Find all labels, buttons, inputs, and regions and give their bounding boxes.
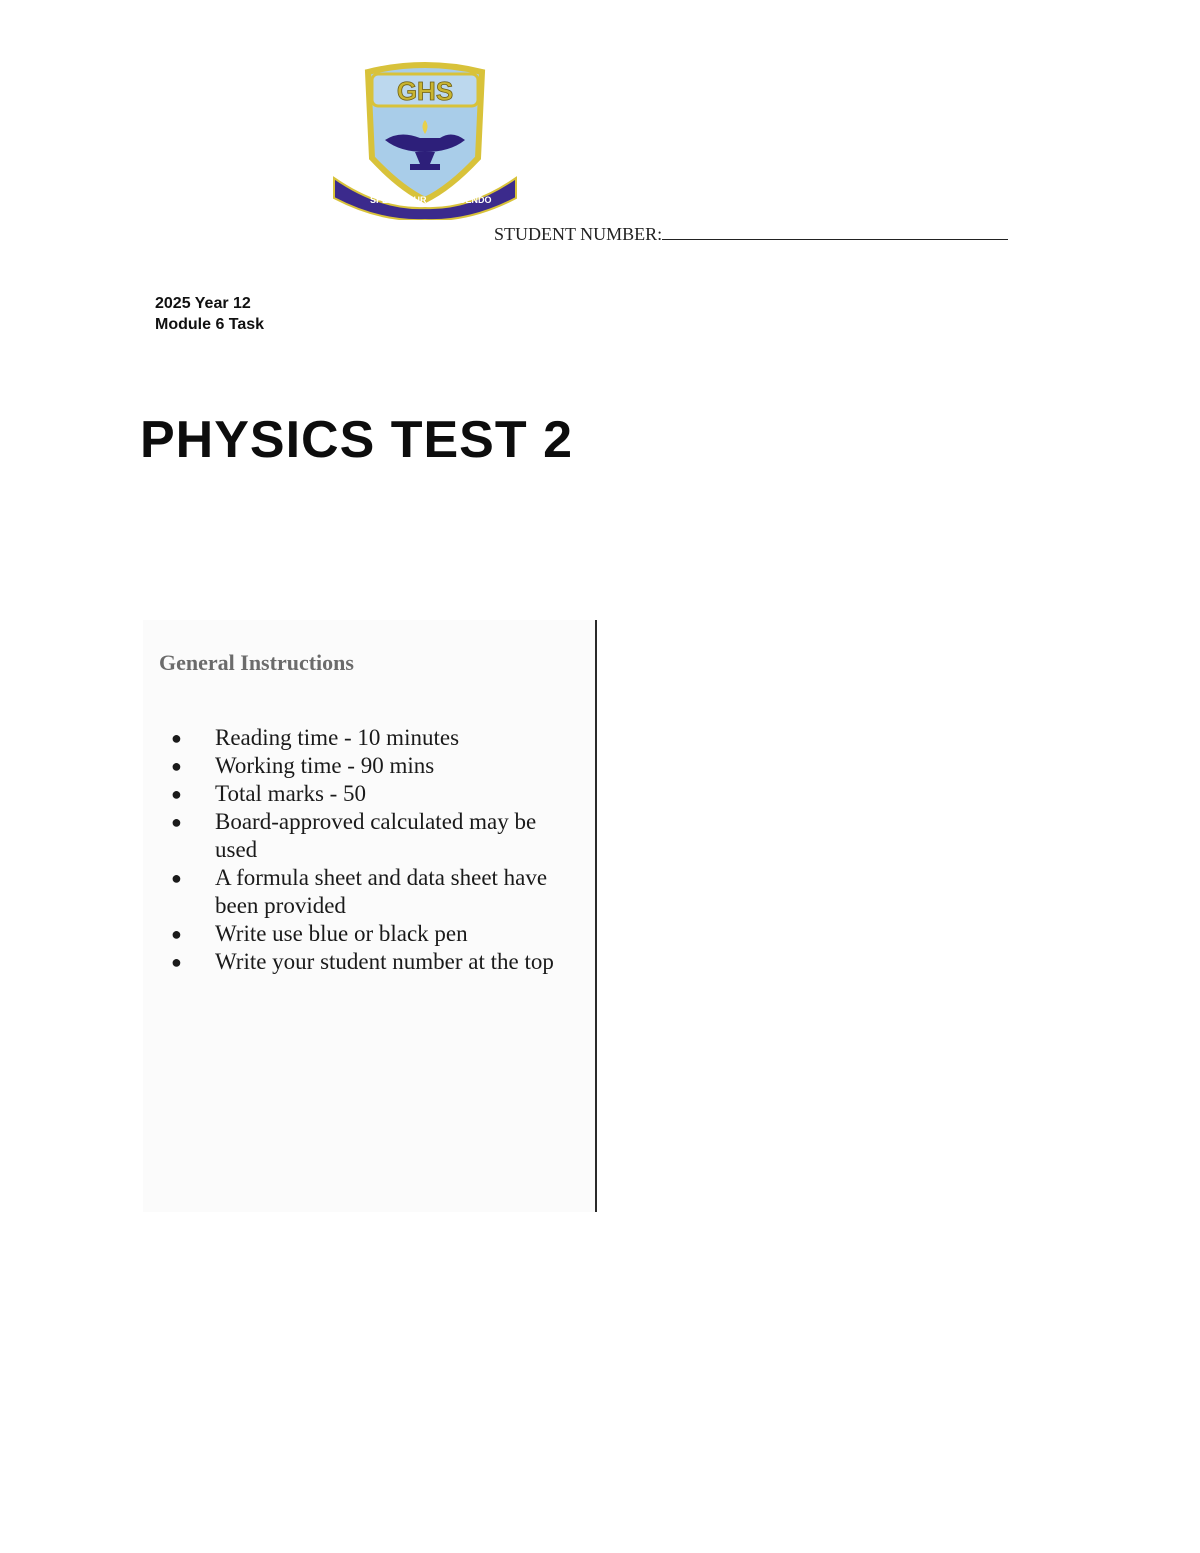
bullet-icon: ● (171, 756, 182, 776)
page-title: PHYSICS TEST 2 (140, 411, 573, 469)
year-line: 2025 Year 12 (155, 295, 251, 312)
crest-motto-right: AGENDO (452, 195, 492, 205)
list-item: ● Board-approved calculated may be used (171, 809, 537, 862)
crest-initials: GHS (396, 76, 454, 106)
student-number-field (494, 224, 1008, 245)
school-crest-logo (330, 60, 520, 220)
list-item: ● Write use blue or black pen (171, 921, 468, 946)
student-number-label: STUDENT NUMBER: (494, 224, 663, 244)
instructions-list (143, 724, 583, 976)
list-item: ● Write your student number at the top (171, 949, 554, 974)
list-item: ● Total marks - 50 (171, 781, 367, 806)
bullet-icon: ● (171, 868, 182, 888)
student-number-line[interactable] (662, 225, 1008, 240)
bullet-icon: ● (171, 952, 182, 972)
list-item: ● A formula sheet and data sheet have been provided (171, 865, 548, 918)
module-line: Module 6 Task (155, 316, 265, 333)
list-item: ● Reading time - 10 minutes (171, 725, 460, 750)
general-instructions-panel (143, 620, 597, 1212)
bullet-icon: ● (171, 784, 182, 804)
instructions-heading: General Instructions (159, 650, 354, 675)
crest-motto-left: SPECTEMUR (370, 195, 427, 205)
course-info (155, 293, 264, 335)
bullet-icon: ● (171, 728, 182, 748)
bullet-icon: ● (171, 924, 182, 944)
list-item: ● Working time - 90 mins (171, 753, 435, 778)
bullet-icon: ● (171, 812, 182, 832)
